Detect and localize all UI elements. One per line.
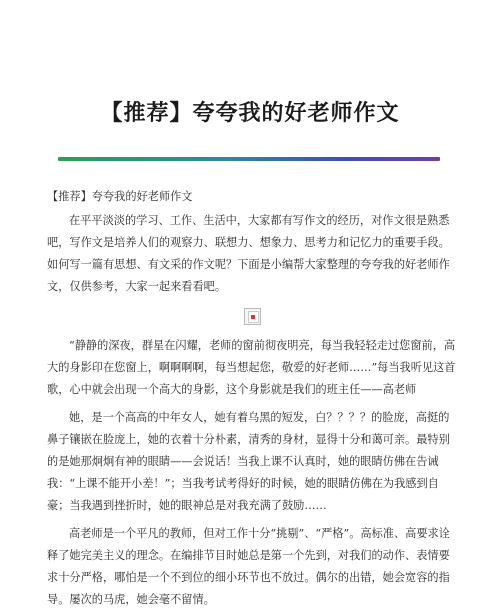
image-glyph (248, 311, 259, 323)
article-heading: 【推荐】夸夸我的好老师作文 (47, 190, 193, 203)
page-title: 【推荐】夸夸我的好老师作文 (100, 100, 400, 126)
paragraph-work: 高老师是一个平凡的教师，但对工作十分“挑剔”、“严格”。高标准、高要求诠释了她完美主义的理念。在编排节目时她总是第一个先到，对我们的动作、表情要求十分严格，哪怕是一个不到位的细小环节也不放过。偶尔的出错，她会宽容的指导。屡次的马虎，她会毫不留情。 (47, 527, 450, 606)
broken-image-icon (244, 308, 261, 325)
paragraph-intro: 在平平淡淡的学习、工作、生活中，大家都有写作文的经历，对作文很是熟悉吧，写作文是培养人们的观察力、联想力、想象力、思考力和记忆力的重要手段。如何写一篇有思想、有文采的作文呢？下面是小编帮大家整理的夸夸我的好老师作文，仅供参考，大家一起来看看吧。 (47, 214, 450, 293)
paragraph-song: “静静的深夜，群星在闪耀，老师的窗前彻夜明亮，每当我轻轻走过您窗前，高大的身影印在您窗上，啊啊啊啊，每当想起您，敬爱的好老师……”每当我听见这首歌，心中就会出现一个高大的身影，这个身影就是我们的班主任——高老师 (47, 339, 456, 396)
paragraph-description: 她，是一个高高的中年女人，她有着乌黑的短发，白？？？？的脸庞，高挺的鼻子镶嵌在脸庞上，她的衣着十分朴素，清秀的身材，显得十分和蔼可亲。最特别的是她那炯炯有神的眼睛——会说话！当我上课不认真时，她的眼睛仿佛在告诫我：“上课不能开小差！”；当我考试考得好的时候，她的眼睛仿佛在为我感到自豪；当我遇到挫折时，她的眼神总是对我充满了鼓励…… (47, 411, 450, 512)
article-body (47, 186, 457, 611)
title-divider (58, 157, 440, 161)
